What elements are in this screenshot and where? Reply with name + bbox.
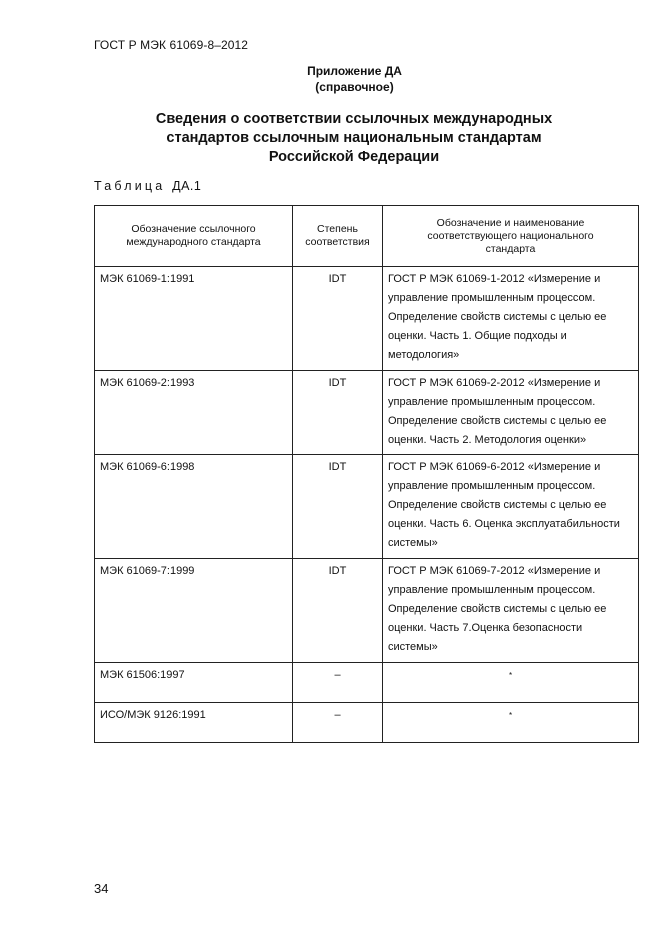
page-number: 34 [94, 881, 109, 896]
document-designation: ГОСТ Р МЭК 61069-8–2012 [94, 38, 249, 52]
table-row [95, 663, 639, 703]
header-degree-of-correspondence: Степень соответствия [293, 206, 383, 267]
section-title-line: Сведения о соответствии ссылочных международных [155, 111, 553, 127]
national-standard-cell: ГОСТ Р МЭК 61069-1-2012 «Измерение и управление промышленным процессом. Определение свойств системы с целью ее оценки. Часть 1. Общие подходы и методология» [383, 267, 639, 371]
table-caption-number: ДА.1 [172, 179, 202, 193]
international-standard-cell: МЭК 61069-2:1993 [95, 371, 293, 455]
table-caption-prefix: Таблица [94, 179, 166, 193]
footnote-mark-cell: * [383, 663, 639, 703]
international-standard-cell: МЭК 61506:1997 [95, 663, 293, 703]
section-title-line: Российской Федерации [268, 149, 440, 165]
section-title-line: стандартов ссылочным национальным стандартам [166, 130, 542, 146]
national-standard-cell: ГОСТ Р МЭК 61069-6-2012 «Измерение и управление промышленным процессом. Определение свойств системы с целью ее оценки. Часть 6. Оценка эксплуатабильности системы» [383, 455, 639, 559]
table-row [95, 455, 639, 559]
footnote-mark-cell: * [383, 703, 639, 743]
degree-cell: IDT [293, 559, 383, 663]
degree-cell: IDT [293, 267, 383, 371]
degree-cell: IDT [293, 371, 383, 455]
national-standard-cell: ГОСТ Р МЭК 61069-2-2012 «Измерение и управление промышленным процессом. Определение свойств системы с целью ее оценки. Часть 2. Методология оценки» [383, 371, 639, 455]
table-row [95, 559, 639, 663]
header-international-standard: Обозначение ссылочного международного стандарта [95, 206, 293, 267]
table-row [95, 371, 639, 455]
international-standard-cell: МЭК 61069-1:1991 [95, 267, 293, 371]
degree-cell: – [293, 703, 383, 743]
degree-cell: IDT [293, 455, 383, 559]
table-row [95, 703, 639, 743]
appendix-heading [0, 63, 661, 95]
degree-cell: – [293, 663, 383, 703]
table-row [95, 267, 639, 371]
national-standard-cell: ГОСТ Р МЭК 61069-7-2012 «Измерение и управление промышленным процессом. Определение свойств системы с целью ее оценки. Часть 7.Оценка безопасности системы» [383, 559, 639, 663]
correspondence-table [94, 205, 639, 743]
international-standard-cell: МЭК 61069-7:1999 [95, 559, 293, 663]
appendix-subtitle: (справочное) [315, 80, 394, 94]
header-national-standard: Обозначение и наименование соответствующего национального стандарта [383, 206, 639, 267]
appendix-title: Приложение ДА [307, 64, 402, 78]
international-standard-cell: МЭК 61069-6:1998 [95, 455, 293, 559]
international-standard-cell: ИСО/МЭК 9126:1991 [95, 703, 293, 743]
table-caption [94, 179, 201, 193]
section-title [94, 110, 614, 167]
table-header-row [95, 206, 639, 267]
